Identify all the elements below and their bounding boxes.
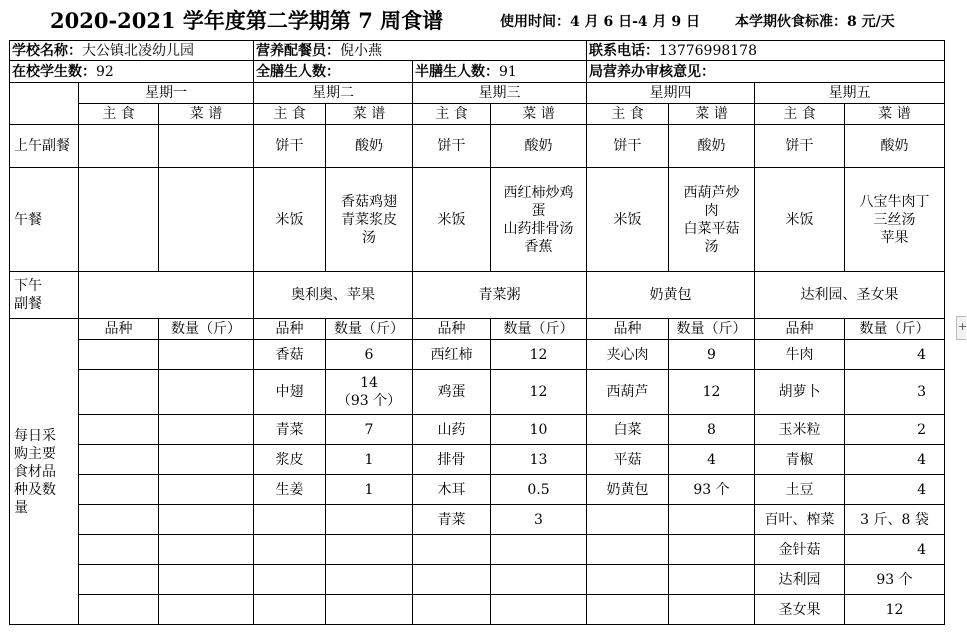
fri-qty: 93 个: [845, 565, 945, 595]
staple-head: 主 食: [79, 104, 159, 125]
wed-qty: 0.5: [491, 475, 587, 505]
wed-afternoon: 青菜粥: [413, 272, 587, 319]
item-head: 品种: [254, 319, 326, 340]
plus-icon: +: [958, 320, 967, 333]
staple-head: 主 食: [587, 104, 669, 125]
item-head: 品种: [755, 319, 845, 340]
wed-lunch-staple: 米饭: [413, 168, 491, 272]
wed-item: [413, 565, 491, 595]
dish-head: 菜 谱: [326, 104, 413, 125]
mon-item: [79, 370, 159, 415]
tue-lunch-dish: 香菇鸡翅 青菜浆皮 汤: [326, 168, 413, 272]
mon-item: [79, 340, 159, 370]
mon-item: [79, 415, 159, 445]
tue-qty: 1: [326, 445, 413, 475]
wed-qty: [491, 535, 587, 565]
wed-item: 木耳: [413, 475, 491, 505]
tue-qty: [326, 505, 413, 535]
thu-item: [587, 535, 669, 565]
mon-qty: [159, 445, 254, 475]
use-time: 使用时间：4 月 6 日-4 月 9 日: [500, 14, 701, 30]
thu-item: 平菇: [587, 445, 669, 475]
wed-item: 山药: [413, 415, 491, 445]
half-board-cell: 半膳生人数：91: [413, 61, 587, 83]
dish-head: 菜 谱: [845, 104, 945, 125]
fri-qty: 12: [845, 595, 945, 625]
wed-item: 西红柿: [413, 340, 491, 370]
day-monday: 星期一: [79, 83, 254, 104]
tue-afternoon: 奥利奥、苹果: [254, 272, 413, 319]
wed-qty: [491, 565, 587, 595]
qty-head: 数量（斤）: [326, 319, 413, 340]
tue-item: [254, 535, 326, 565]
tue-item: 生姜: [254, 475, 326, 505]
staple-head: 主 食: [413, 104, 491, 125]
menu-table: [9, 40, 945, 625]
thu-morning-staple: 饼干: [587, 125, 669, 168]
thu-lunch-dish: 西葫芦炒 肉 白菜平菇 汤: [669, 168, 755, 272]
qty-head: 数量（斤）: [159, 319, 254, 340]
expand-tab[interactable]: [956, 316, 966, 340]
mon-qty: [159, 535, 254, 565]
thu-qty: [669, 505, 755, 535]
mon-afternoon: [79, 272, 254, 319]
fri-item: 青椒: [755, 445, 845, 475]
qty-head: 数量（斤）: [845, 319, 945, 340]
wed-morning-dish: 酸奶: [491, 125, 587, 168]
tue-qty: [326, 565, 413, 595]
wed-qty: 13: [491, 445, 587, 475]
fri-qty: 4: [845, 475, 945, 505]
tue-lunch-staple: 米饭: [254, 168, 326, 272]
fri-morning-dish: 酸奶: [845, 125, 945, 168]
tue-item: [254, 595, 326, 625]
fri-qty: 3: [845, 370, 945, 415]
fri-qty: 4: [845, 535, 945, 565]
mon-qty: [159, 565, 254, 595]
school-name-cell: 学校名称：大公镇北凌幼儿园: [10, 41, 254, 61]
fri-item: 百叶、榨菜: [755, 505, 845, 535]
tue-qty: [326, 535, 413, 565]
meal-standard: 本学期伙食标准：8 元/天: [735, 14, 895, 30]
wed-lunch-dish: 西红柿炒鸡 蛋 山药排骨汤 香蕉: [491, 168, 587, 272]
thu-item: 白菜: [587, 415, 669, 445]
thu-morning-dish: 酸奶: [669, 125, 755, 168]
wed-item: 排骨: [413, 445, 491, 475]
thu-qty: 8: [669, 415, 755, 445]
dish-head: 菜 谱: [491, 104, 587, 125]
wed-qty: 3: [491, 505, 587, 535]
staple-head: 主 食: [254, 104, 326, 125]
fri-lunch-staple: 米饭: [755, 168, 845, 272]
day-thursday: 星期四: [587, 83, 755, 104]
thu-qty: [669, 565, 755, 595]
morning-label: 上午副餐: [10, 125, 79, 168]
thu-qty: 4: [669, 445, 755, 475]
fri-qty: 4: [845, 340, 945, 370]
corner-cell: [10, 83, 79, 125]
fri-item: 玉米粒: [755, 415, 845, 445]
qty-head: 数量（斤）: [669, 319, 755, 340]
qty-head: 数量（斤）: [491, 319, 587, 340]
thu-item: [587, 595, 669, 625]
mon-qty: [159, 370, 254, 415]
item-head: 品种: [79, 319, 159, 340]
afternoon-label: 下午 副餐: [10, 272, 79, 319]
students-cell: 在校学生数：92: [10, 61, 254, 83]
mon-lunch-dish: [159, 168, 254, 272]
fri-qty: 2: [845, 415, 945, 445]
item-head: 品种: [587, 319, 669, 340]
thu-qty: 12: [669, 370, 755, 415]
day-tuesday: 星期二: [254, 83, 413, 104]
mon-item: [79, 565, 159, 595]
mon-qty: [159, 415, 254, 445]
mon-qty: [159, 475, 254, 505]
thu-qty: [669, 535, 755, 565]
purchase-label: 每日采 购主要 食材品 种及数 量: [10, 319, 79, 625]
wed-item: [413, 595, 491, 625]
fri-item: 胡萝卜: [755, 370, 845, 415]
thu-item: 夹心肉: [587, 340, 669, 370]
tue-morning-staple: 饼干: [254, 125, 326, 168]
tue-item: [254, 505, 326, 535]
fri-item: 圣女果: [755, 595, 845, 625]
tue-qty: 6: [326, 340, 413, 370]
wed-item: 青菜: [413, 505, 491, 535]
thu-item: [587, 565, 669, 595]
fri-qty: 3 斤、8 袋: [845, 505, 945, 535]
fri-qty: 4: [845, 445, 945, 475]
mon-qty: [159, 595, 254, 625]
thu-qty: 9: [669, 340, 755, 370]
tue-item: 青菜: [254, 415, 326, 445]
thu-item: 奶黄包: [587, 475, 669, 505]
fri-item: 金针菇: [755, 535, 845, 565]
staff-cell: 营养配餐员：倪小燕: [254, 41, 587, 61]
full-board-cell: 全膳生人数：: [254, 61, 413, 83]
item-head: 品种: [413, 319, 491, 340]
fri-item: 达利园: [755, 565, 845, 595]
tue-qty: 1: [326, 475, 413, 505]
staple-head: 主 食: [755, 104, 845, 125]
dish-head: 菜 谱: [159, 104, 254, 125]
page-header: [0, 0, 965, 40]
tue-item: 香菇: [254, 340, 326, 370]
tue-qty: [326, 595, 413, 625]
menu-title: 2020-2021 学年度第二学期第 7 周食谱: [50, 8, 444, 33]
tue-qty: 7: [326, 415, 413, 445]
dish-head: 菜 谱: [669, 104, 755, 125]
thu-afternoon: 奶黄包: [587, 272, 755, 319]
tue-item: 中翅: [254, 370, 326, 415]
review-cell: 局营养办审核意见：: [587, 61, 945, 83]
thu-qty: [669, 595, 755, 625]
mon-item: [79, 595, 159, 625]
mon-lunch-staple: [79, 168, 159, 272]
thu-qty: 93 个: [669, 475, 755, 505]
tue-item: [254, 565, 326, 595]
fri-morning-staple: 饼干: [755, 125, 845, 168]
mon-qty: [159, 505, 254, 535]
mon-item: [79, 445, 159, 475]
fri-item: 土豆: [755, 475, 845, 505]
wed-qty: 12: [491, 370, 587, 415]
mon-morning-dish: [159, 125, 254, 168]
fri-item: 牛肉: [755, 340, 845, 370]
thu-item: 西葫芦: [587, 370, 669, 415]
fri-afternoon: 达利园、圣女果: [755, 272, 945, 319]
tue-morning-dish: 酸奶: [326, 125, 413, 168]
wed-qty: 12: [491, 340, 587, 370]
wed-qty: [491, 595, 587, 625]
mon-qty: [159, 340, 254, 370]
mon-morning-staple: [79, 125, 159, 168]
wed-item: 鸡蛋: [413, 370, 491, 415]
wed-item: [413, 535, 491, 565]
phone-cell: 联系电话：13776998178: [587, 41, 945, 61]
tue-item: 浆皮: [254, 445, 326, 475]
fri-lunch-dish: 八宝牛肉丁 三丝汤 苹果: [845, 168, 945, 272]
tue-qty: 14 （93 个）: [326, 370, 413, 415]
mon-item: [79, 535, 159, 565]
mon-item: [79, 505, 159, 535]
wed-qty: 10: [491, 415, 587, 445]
wed-morning-staple: 饼干: [413, 125, 491, 168]
thu-item: [587, 505, 669, 535]
thu-lunch-staple: 米饭: [587, 168, 669, 272]
day-friday: 星期五: [755, 83, 945, 104]
mon-item: [79, 475, 159, 505]
day-wednesday: 星期三: [413, 83, 587, 104]
lunch-label: 午餐: [10, 168, 79, 272]
